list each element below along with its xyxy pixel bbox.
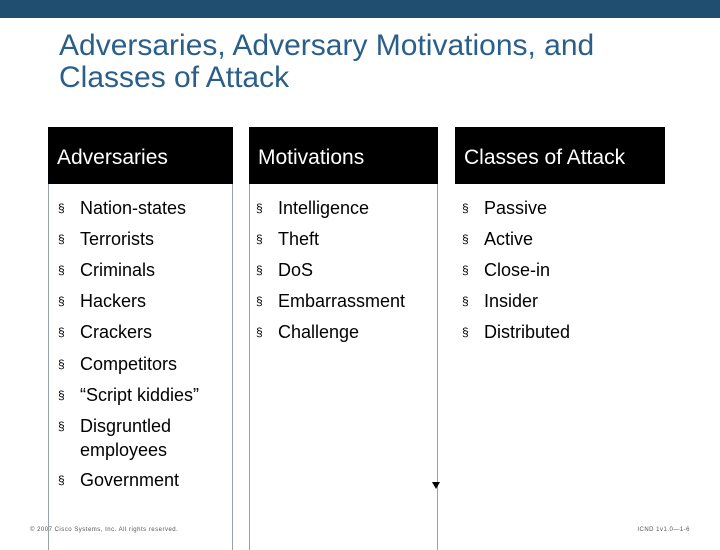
list-item <box>256 258 313 282</box>
list-item-label: Theft <box>278 229 320 249</box>
list-item-label: Crackers <box>80 322 153 342</box>
list-item-label: Close-in <box>484 260 551 280</box>
list-item-label: Criminals <box>80 260 156 280</box>
bullet-icon: § <box>462 263 469 277</box>
list-item <box>256 196 369 220</box>
bullet-icon: § <box>462 294 469 308</box>
bullet-icon: § <box>58 473 65 487</box>
bullet-icon: § <box>58 419 65 433</box>
bullet-icon: § <box>58 357 65 371</box>
bullet-icon: § <box>58 325 65 339</box>
bullet-icon: § <box>58 388 65 402</box>
list-item <box>58 320 152 344</box>
list-item <box>58 258 155 282</box>
list-item-label: “Script kiddies” <box>80 385 200 405</box>
list-item-label: Terrorists <box>80 229 155 249</box>
list-item <box>256 320 359 344</box>
list-item <box>58 196 186 220</box>
list-item-label: Insider <box>484 291 539 311</box>
list-item-label: Passive <box>484 198 548 218</box>
bullet-icon: § <box>58 232 65 246</box>
column-header-motivations: Motivations <box>249 127 438 184</box>
list-item-label: Nation-states <box>80 198 187 218</box>
list-item-label: DoS <box>278 260 314 280</box>
list-item <box>462 289 538 313</box>
list-item-label: Intelligence <box>278 198 370 218</box>
list-item-label: Government <box>80 470 180 490</box>
bullet-icon: § <box>256 325 263 339</box>
bullet-icon: § <box>58 263 65 277</box>
list-item-label: Active <box>484 229 534 249</box>
list-item-label: Distributed <box>484 322 571 342</box>
list-item <box>256 227 319 251</box>
list-item <box>58 352 177 376</box>
list-item <box>256 289 405 313</box>
list-item <box>58 383 199 407</box>
bullet-icon: § <box>462 232 469 246</box>
list-item-label: Embarrassment <box>278 291 406 311</box>
arrow-down-icon <box>432 482 440 489</box>
list-item-label: Competitors <box>80 354 178 374</box>
copyright-footer: © 2007 Cisco Systems, Inc. All rights reserved. <box>30 527 179 533</box>
column-header-classes-of-attack: Classes of Attack <box>455 127 665 184</box>
list-item <box>462 320 570 344</box>
top-banner <box>0 0 720 18</box>
bullet-icon: § <box>256 294 263 308</box>
bullet-icon: § <box>58 294 65 308</box>
classes-column <box>455 127 665 184</box>
list-item-label: Challenge <box>278 322 360 342</box>
list-item <box>58 414 210 462</box>
list-item <box>58 227 154 251</box>
list-item-label: Disgruntled employees <box>80 416 172 460</box>
list-item <box>462 227 533 251</box>
bullet-icon: § <box>58 201 65 215</box>
slide-title: Adversaries, Adversary Motivations, and Classes of Attack <box>59 29 595 94</box>
column-header-adversaries: Adversaries <box>48 127 233 184</box>
bullet-icon: § <box>256 263 263 277</box>
list-item <box>462 258 550 282</box>
course-footer: ICND 1v1.0—1-6 <box>637 527 690 533</box>
list-item <box>462 196 547 220</box>
list-item <box>58 289 146 313</box>
bullet-icon: § <box>256 232 263 246</box>
list-item-label: Hackers <box>80 291 147 311</box>
bullet-icon: § <box>256 201 263 215</box>
bullet-icon: § <box>462 325 469 339</box>
list-item <box>58 468 179 492</box>
bullet-icon: § <box>462 201 469 215</box>
